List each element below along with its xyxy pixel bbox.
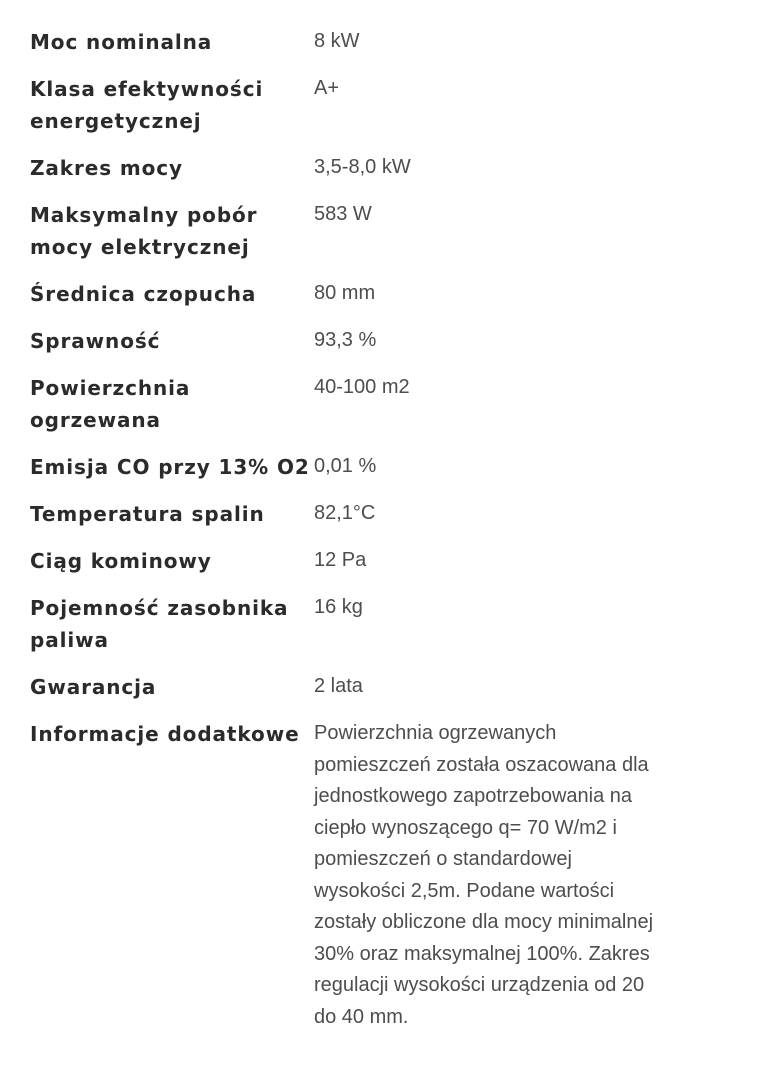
spec-value: Powierzchnia ogrzewanych pomieszczeń została oszacowana dla jednostkowego zapotrzebowania na ciepło wynoszącego q= 70 W/m2 i pomieszczeń o standardowej wysokości 2,5m. Podane wartości zostały obliczone dla mocy minimalnej 30% oraz maksymalnej 100%. Zakres regulacji wysokości urządzenia od 20 do 40 mm.: [314, 722, 654, 1028]
spec-label: Średnica czopucha: [30, 282, 257, 306]
spec-label: Moc nominalna: [30, 30, 213, 54]
spec-value: 16 kg: [314, 596, 363, 618]
spec-label: Ciąg kominowy: [30, 549, 212, 573]
spec-table: [30, 26, 670, 1048]
spec-label: Emisja CO przy 13% O2: [30, 455, 310, 479]
spec-label: Temperatura spalin: [30, 502, 265, 526]
spec-row-informacje-dodatkowe: [30, 718, 670, 1033]
spec-value: 0,01 %: [314, 455, 377, 477]
spec-value: 40-100 m2: [314, 376, 410, 398]
spec-row-ciag-kominowy: [30, 545, 670, 577]
spec-value: 583 W: [314, 203, 372, 225]
spec-label: Klasa efektywności energetycznej: [30, 77, 264, 133]
spec-row-maksymalny-pobor: [30, 199, 670, 263]
spec-row-zakres-mocy: [30, 152, 670, 184]
spec-row-klasa-efektywnosci: [30, 73, 670, 137]
spec-value: 3,5-8,0 kW: [314, 156, 411, 178]
spec-value: 2 lata: [314, 675, 363, 697]
spec-value: A+: [314, 77, 340, 99]
spec-row-sprawnosc: [30, 325, 670, 357]
spec-row-gwarancja: [30, 671, 670, 703]
spec-label: Gwarancja: [30, 675, 157, 699]
spec-row-srednica-czopucha: [30, 278, 670, 310]
spec-value: 12 Pa: [314, 549, 367, 571]
spec-label: Maksymalny pobór mocy elektrycznej: [30, 203, 258, 259]
spec-row-emisja-co: [30, 451, 670, 483]
spec-label: Pojemność zasobnika paliwa: [30, 596, 289, 652]
spec-label: Powierzchnia ogrzewana: [30, 376, 191, 432]
spec-row-powierzchnia-ogrzewana: [30, 372, 670, 436]
spec-value: 8 kW: [314, 30, 360, 52]
spec-value: 93,3 %: [314, 329, 377, 351]
spec-value: 80 mm: [314, 282, 376, 304]
spec-label: Informacje dodatkowe: [30, 722, 300, 746]
spec-row-temperatura-spalin: [30, 498, 670, 530]
spec-value: 82,1°C: [314, 502, 376, 524]
spec-row-moc-nominalna: [30, 26, 670, 58]
spec-label: Sprawność: [30, 329, 161, 353]
spec-row-pojemnosc-zasobnika: [30, 592, 670, 656]
spec-label: Zakres mocy: [30, 156, 183, 180]
